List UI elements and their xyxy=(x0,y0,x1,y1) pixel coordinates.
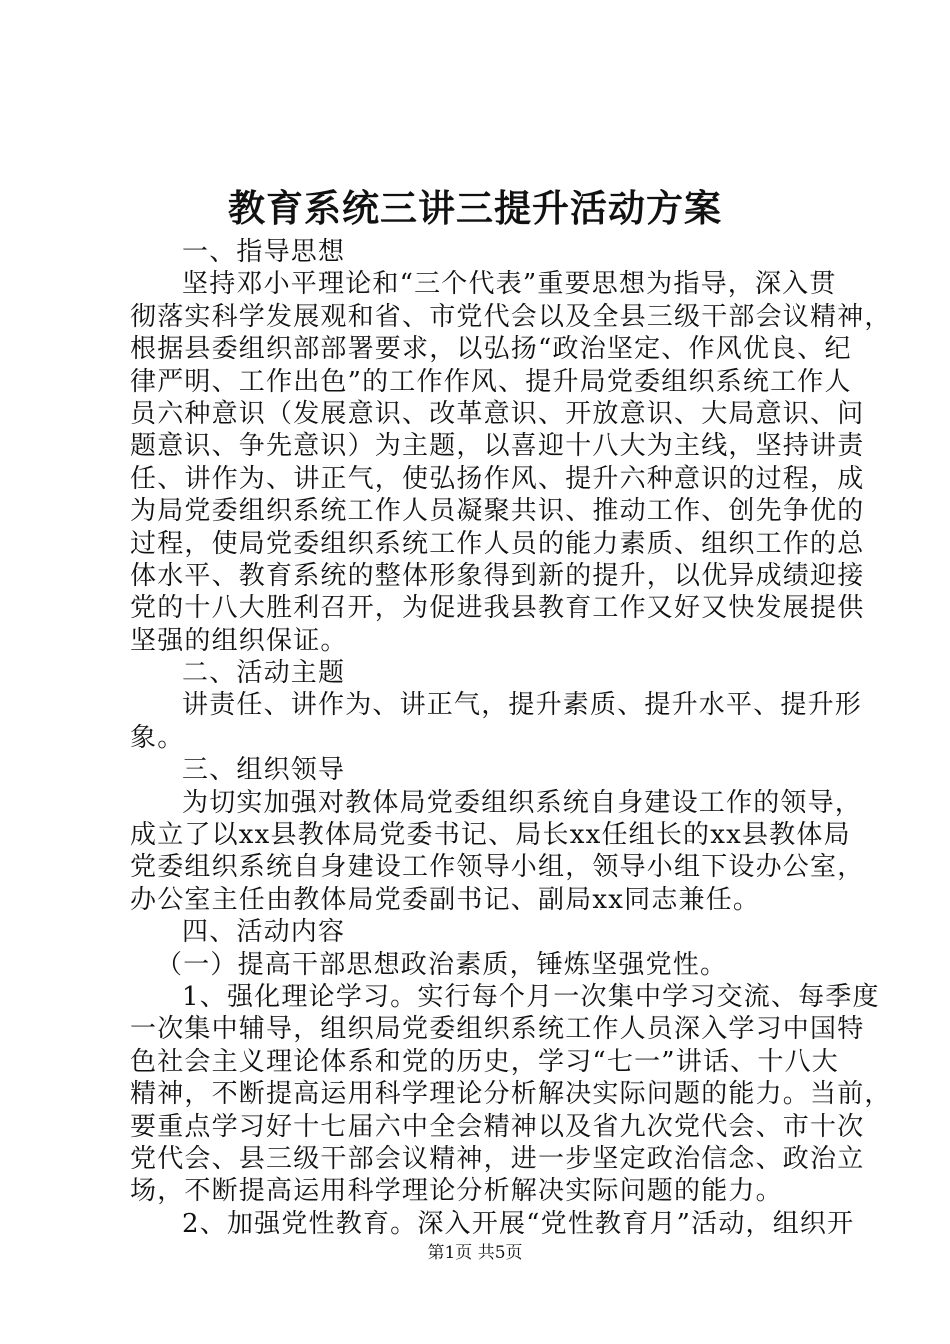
text-line: 2、加强党性教育。深入开展“党性教育月”活动，组织开 xyxy=(182,1208,855,1239)
text-line: 办公室主任由教体局党委副书记、副局xx同志兼任。 xyxy=(130,884,761,915)
text-line: 讲责任、讲作为、讲正气，提升素质、提升水平、提升形 xyxy=(182,690,863,721)
page-footer: 第1页 共5页 xyxy=(427,1243,523,1263)
text-line: 坚强的组织保证。 xyxy=(130,625,348,656)
text-line: 一次集中辅导，组织局党委组织系统工作人员深入学习中国特 xyxy=(130,1014,865,1045)
text-line: 要重点学习好十七届六中全会精神以及省九次党代会、市十次 xyxy=(130,1111,865,1142)
text-line: 为切实加强对教体局党委组织系统自身建设工作的领导， xyxy=(182,787,863,818)
text-line: 精神，不断提高运用科学理论分析解决实际问题的能力。当前， xyxy=(130,1079,892,1110)
text-line: 党委组织系统自身建设工作领导小组，领导小组下设办公室， xyxy=(130,852,865,883)
text-line: 象。 xyxy=(130,722,185,753)
document-body xyxy=(130,236,892,1240)
text-line: 1、强化理论学习。实行每个月一次集中学习交流、每季度 xyxy=(182,981,880,1012)
text-line: 党代会、县三级干部会议精神，进一步坚定政治信念、政治立 xyxy=(130,1143,865,1174)
text-line: 一、指导思想 xyxy=(182,237,346,267)
text-line: （一）提高干部思想政治素质，锤炼坚强党性。 xyxy=(156,949,728,980)
text-line: 员六种意识（发展意识、改革意识、开放意识、大局意识、问 xyxy=(130,398,865,429)
text-line: 色社会主义理论体系和党的历史，学习“七一”讲话、十八大 xyxy=(130,1046,839,1077)
text-line: 题意识、争先意识）为主题，以喜迎十八大为主线，坚持讲责 xyxy=(130,431,865,462)
text-line: 党的十八大胜利召开，为促进我县教育工作又好又快发展提供 xyxy=(130,593,865,624)
text-line: 坚持邓小平理论和“三个代表”重要思想为指导，深入贯 xyxy=(182,269,837,300)
text-line: 二、活动主题 xyxy=(182,658,346,689)
document-title: 教育系统三讲三提升活动方案 xyxy=(228,186,722,230)
text-line: 彻落实科学发展观和省、市党代会以及全县三级干部会议精神， xyxy=(130,301,892,332)
text-line: 成立了以xx县教体局党委书记、局长xx任组长的xx县教体局 xyxy=(130,820,851,851)
text-line: 四、活动内容 xyxy=(182,917,346,948)
text-line: 过程，使局党委组织系统工作人员的能力素质、组织工作的总 xyxy=(130,528,865,559)
text-line: 根据县委组织部部署要求，以弘扬“政治坚定、作风优良、纪 xyxy=(130,334,852,365)
text-line: 三、组织领导 xyxy=(182,755,346,786)
text-line: 体水平、教育系统的整体形象得到新的提升，以优异成绩迎接 xyxy=(130,560,865,591)
text-line: 律严明、工作出色”的工作作风、提升局党委组织系统工作人 xyxy=(130,366,852,397)
text-line: 为局党委组织系统工作人员凝聚共识、推动工作、创先争优的 xyxy=(130,496,865,527)
text-line: 任、讲作为、讲正气，使弘扬作风、提升六种意识的过程，成 xyxy=(130,463,865,494)
text-line: 场，不断提高运用科学理论分析解决实际问题的能力。 xyxy=(130,1176,783,1207)
